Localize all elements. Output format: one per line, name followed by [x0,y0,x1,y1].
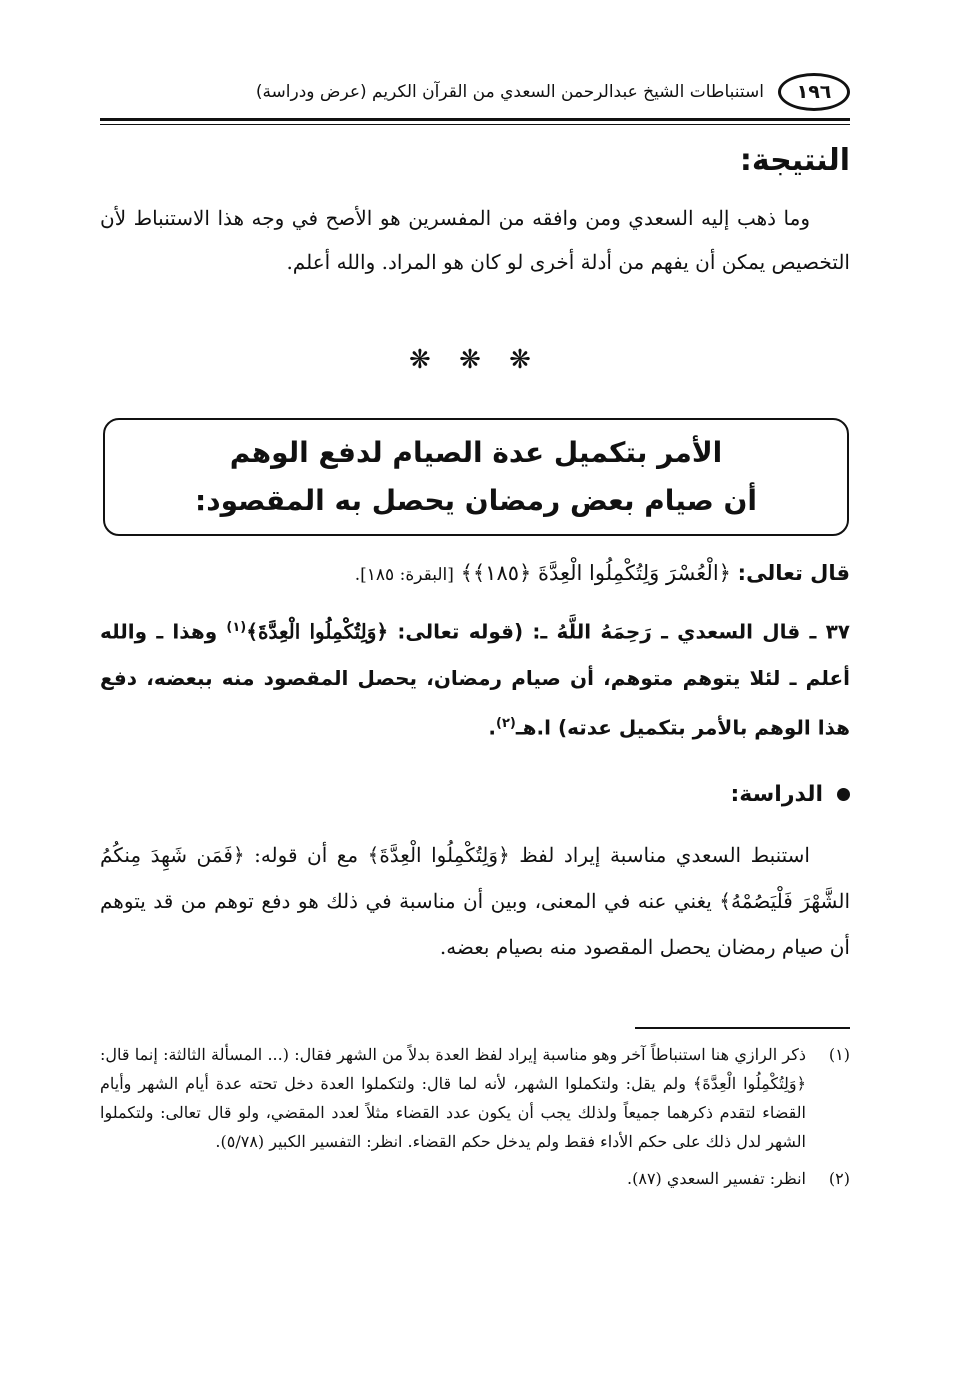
page-header [100,72,850,112]
section-separator: ❋ ❋ ❋ [409,345,541,375]
saadi-quote [100,605,850,750]
study-heading-text: الدراسة: [730,782,823,807]
section-title-line-1: الأمر بتكميل عدة الصيام لدفع الوهم [229,436,723,469]
footnote-text-a: انظر: تفسير السعدي (٨٧). [627,1169,806,1188]
bullet-icon [837,788,850,801]
footnote-number: (١) [828,1045,850,1064]
footnote-text [100,1040,806,1156]
result-heading: النتيجة: [739,143,850,178]
footnote-text-a: ذكر الرازي هنا استنباطاً آخر وهو مناسبة إيراد لفظ العدة بدلاً من الشهر فقال: (... المسألة الثالثة: إنما قال: [100,1045,806,1064]
ayah-text: ﴿الْعُسْرَ وَلِتُكْمِلُوا الْعِدَّةَ ﴿١٨٥﴾﴾ [460,561,731,585]
section-title-box [103,418,849,536]
footnote-text [100,1164,806,1193]
footnote-text-b: ولم يقل: ولتكملوا الشهر، لأنه لما قال: ولتكملوا العدة دخل تحته عدة أيام الشهر وأيام القضاء لتقدم ذكرهما جميعاً ولذلك يجب أن يكون عدد القضاء مثلاً لعدد المقضي، ولو قال تعالى: ولتكملوا الشهر لدل ذلك على حكم الأداء فقط ولم يدخل حكم القضاء. انظر: التفسير الكبير (٥/٧٨). [100,1074,806,1151]
study-heading [100,782,850,807]
footnotes [100,1040,850,1201]
quote-lead: ٣٧ ـ قال السعدي ـ رَحِمَهُ اللَّهُ ـ: (قوله تعالى: [397,619,851,644]
ayah-line [100,553,850,595]
quote-body: وهذا ـ والله أعلم ـ لئلا يتوهم متوهم، أن صيام رمضان، يحصل المقصود منه ببعضه، دفع هذا الوهم بالأمر بتكميل عدته) ا.هـ [100,619,850,740]
footnote-rule [635,1027,850,1029]
section-title-line-2: أن صيام بعض رمضان يحصل به المقصود: [195,484,757,517]
footnote-2 [100,1164,850,1193]
ayah-intro: قال تعالى: [737,561,850,585]
study-verse-1: ﴿وَلِتُكْمِلُوا الْعِدَّةَ﴾ [367,843,510,867]
header-rule [100,118,850,121]
result-paragraph: وما ذهب إليه السعدي ومن وافقه من المفسرين هو الأصح في وجه هذا الاستنباط لأن التخصيص يمكن أن يفهم من أدلة أخرى لو كان هو المراد. والله أعلم. [100,206,850,274]
running-title: استنباطات الشيخ عبدالرحمن السعدي من القرآن الكريم (عرض ودراسة) [255,82,764,102]
footnote-ref-2[interactable]: (٢) [495,715,516,731]
study-text-1: استنبط السعدي مناسبة إيراد لفظ [519,843,810,867]
footnote-number: (٢) [828,1169,850,1188]
ayah-reference: [البقرة: ١٨٥]. [354,565,454,585]
quote-end: . [488,715,496,740]
footnote-1 [100,1040,850,1156]
quote-verse: ﴿وَلِتُكْمِلُوا الْعِدَّةَ﴾ [246,619,389,644]
study-paragraph [100,832,850,970]
footnote-ref-1[interactable]: (١) [226,620,247,635]
study-verse-2: ﴿فَمَن شَهِدَ مِنكُمُ الشَّهْرَ فَلْيَصُمْهُ﴾ [100,843,851,913]
footnote-verse: ﴿وَلِتُكْمِلُوا الْعِدَّةَ﴾ [692,1074,807,1093]
page-number: ١٩٦ [778,73,850,111]
study-text-2: مع أن قوله: [254,843,359,867]
study-text-3: يغني عنه في المعنى، وبين أن مناسبة في ذلك هو دفع توهم من قد يتوهم أن صيام رمضان يحصل المقصود منه بصيام بعضه. [100,889,850,959]
header-rule-thin [100,124,850,125]
